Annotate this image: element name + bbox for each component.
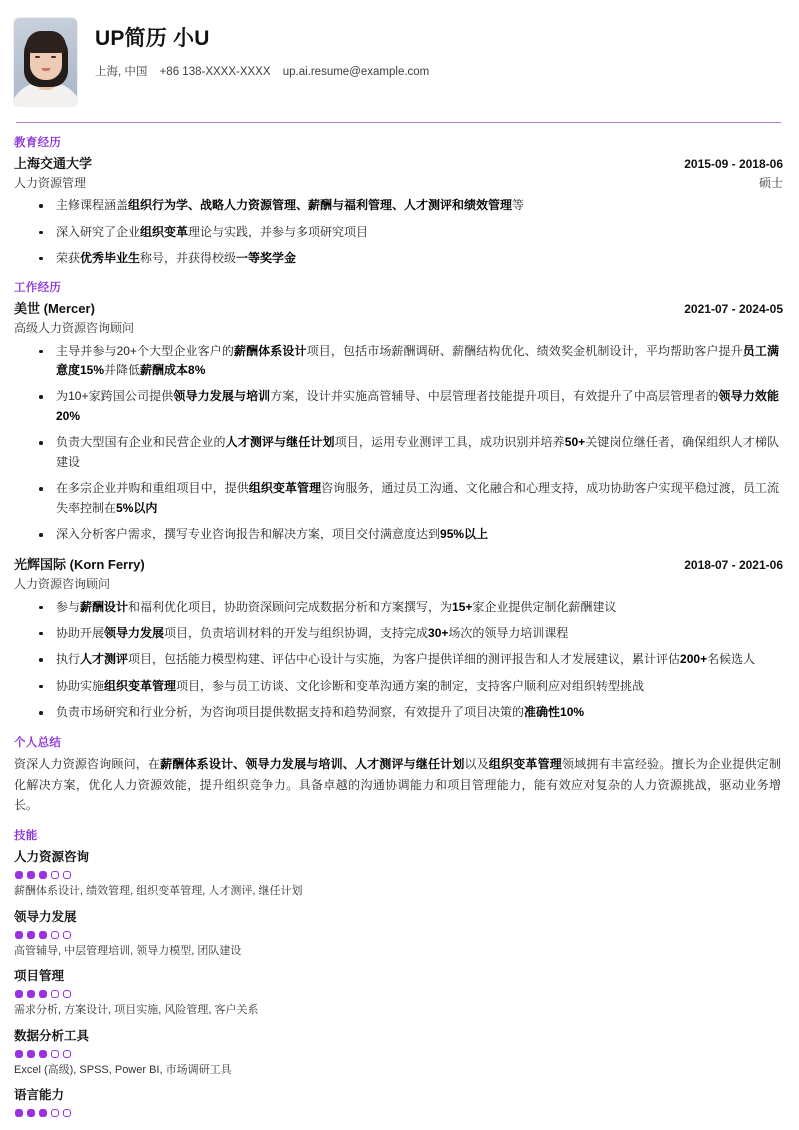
portrait-photo bbox=[14, 18, 77, 106]
skill-name: 人力资源咨询 bbox=[14, 850, 90, 865]
skill-level-dot bbox=[27, 990, 35, 998]
skill-level-dot bbox=[51, 990, 59, 998]
skill-level-dot bbox=[63, 1109, 71, 1117]
header-divider bbox=[16, 122, 781, 123]
entry-bullet: 协助实施组织变革管理项目，参与员工访谈、文化诊断和变革沟通方案的制定，支持客户顺利应对组织转型挑战 bbox=[14, 677, 783, 696]
skill-keywords: 薪酬体系设计, 绩效管理, 组织变革管理, 人才测评, 继任计划 bbox=[14, 885, 303, 898]
section-skills bbox=[14, 827, 783, 1117]
entry-meta: 硕士 bbox=[758, 175, 783, 190]
contact-line bbox=[95, 63, 429, 79]
summary-text: 资深人力资源咨询顾问，在薪酬体系设计、领导力发展与培训、人才测评与继任计划以及组织变革管理领域拥有丰富经验。擅长为企业提供定制化解决方案，优化人力资源效能，提升组织竞争力。具备卓越的沟通协调能力和项目管理能力，能有效应对复杂的人力资源挑战，驱动业务增长。 bbox=[14, 756, 781, 813]
skill-level-dot bbox=[15, 1050, 23, 1058]
skill-level-dot bbox=[39, 931, 47, 939]
section-title-work: 工作经历 bbox=[14, 282, 62, 295]
contact-location: 上海, 中国 bbox=[95, 66, 148, 79]
entry-primary-row bbox=[14, 154, 783, 174]
skill-keywords: 高管辅导, 中层管理培训, 领导力模型, 团队建设 bbox=[14, 944, 242, 957]
entry-bullet-list bbox=[14, 342, 783, 545]
entry-organization: 光辉国际 (Korn Ferry) bbox=[14, 557, 145, 573]
entry-role: 人力资源咨询顾问 bbox=[14, 576, 111, 591]
photo-eye-left bbox=[35, 56, 40, 58]
skill-level-dot bbox=[27, 1050, 35, 1058]
skill-level-dots bbox=[15, 1050, 783, 1058]
skill-item bbox=[14, 1026, 783, 1079]
entry-secondary-row bbox=[14, 174, 783, 193]
photo-eye-right bbox=[51, 56, 56, 58]
entry-bullet: 深入研究了企业组织变革理论与实践，并参与多项研究项目 bbox=[14, 223, 783, 242]
skill-level-dot bbox=[63, 871, 71, 879]
entry-bullet: 执行人才测评项目，包括能力模型构建、评估中心设计与实施，为客户提供详细的测评报告和人才发展建议，累计评估200+名候选人 bbox=[14, 650, 783, 669]
entry-bullet: 负责大型国有企业和民营企业的人才测评与继任计划项目，运用专业测评工具，成功识别并培养50+关键岗位继任者，确保组织人才梯队建设 bbox=[14, 433, 783, 472]
entry-secondary-row bbox=[14, 319, 783, 338]
skill-level-dot bbox=[15, 931, 23, 939]
skill-level-dot bbox=[27, 871, 35, 879]
entry-bullet: 主修课程涵盖组织行为学、战略人力资源管理、薪酬与福利管理、人才测评和绩效管理等 bbox=[14, 196, 783, 215]
contact-phone: +86 138-XXXX-XXXX bbox=[159, 66, 271, 79]
skill-level-dot bbox=[39, 1050, 47, 1058]
skill-level-dots bbox=[15, 990, 783, 998]
experience-entry bbox=[14, 555, 783, 722]
entry-secondary-row bbox=[14, 575, 783, 594]
skill-name: 语言能力 bbox=[14, 1088, 65, 1103]
skill-name: 数据分析工具 bbox=[14, 1028, 90, 1043]
entry-date-range: 2018-07 - 2021-06 bbox=[684, 558, 783, 573]
entry-bullet: 为10+家跨国公司提供领导力发展与培训方案，设计并实施高管辅导、中层管理者技能提升项目，有效提升了中高层管理者的领导力效能20% bbox=[14, 387, 783, 426]
section-title-summary: 个人总结 bbox=[14, 736, 62, 749]
skill-level-dot bbox=[51, 1050, 59, 1058]
skill-keywords: 需求分析, 方案设计, 项目实施, 风险管理, 客户关系 bbox=[14, 1004, 259, 1017]
skill-level-dot bbox=[27, 1109, 35, 1117]
skill-level-dot bbox=[63, 931, 71, 939]
skill-level-dot bbox=[51, 1109, 59, 1117]
skill-item bbox=[14, 847, 783, 900]
entry-bullet: 荣获优秀毕业生称号，并获得校级一等奖学金 bbox=[14, 249, 783, 268]
entry-bullet: 协助开展领导力发展项目，负责培训材料的开发与组织协调，支持完成30+场次的领导力培训课程 bbox=[14, 624, 783, 643]
skill-name: 领导力发展 bbox=[14, 909, 77, 924]
skill-level-dot bbox=[39, 990, 47, 998]
skill-level-dot bbox=[39, 1109, 47, 1117]
entry-role: 人力资源管理 bbox=[14, 175, 87, 190]
skill-level-dots bbox=[15, 1109, 783, 1117]
entry-date-range: 2015-09 - 2018-06 bbox=[684, 157, 783, 171]
section-title-education: 教育经历 bbox=[14, 137, 62, 149]
entry-date-range: 2021-07 - 2024-05 bbox=[684, 302, 783, 317]
contact-email: up.ai.resume@example.com bbox=[282, 66, 430, 79]
entry-bullet: 参与薪酬设计和福利优化项目，协助资深顾问完成数据分析和方案撰写，为15+家企业提供定制化薪酬建议 bbox=[14, 598, 783, 617]
work-entries bbox=[14, 299, 783, 722]
resume-header bbox=[14, 14, 783, 106]
entry-role: 高级人力资源咨询顾问 bbox=[14, 320, 135, 335]
section-title-skills: 技能 bbox=[14, 830, 38, 843]
skill-level-dot bbox=[63, 1050, 71, 1058]
candidate-name: UP简历 小U bbox=[95, 27, 210, 50]
entry-bullet: 负责市场研究和行业分析，为咨询项目提供数据支持和趋势洞察，有效提升了项目决策的准确性10% bbox=[14, 703, 783, 722]
experience-entry bbox=[14, 154, 783, 268]
entry-organization: 美世 (Mercer) bbox=[14, 301, 95, 317]
skill-item bbox=[14, 1085, 783, 1117]
skill-item bbox=[14, 966, 783, 1019]
entry-bullet-list bbox=[14, 598, 783, 723]
entry-bullet-list bbox=[14, 196, 783, 268]
header-text-block bbox=[95, 18, 429, 79]
entry-bullet: 主导并参与20+个大型企业客户的薪酬体系设计项目，包括市场薪酬调研、薪酬结构优化、绩效奖金机制设计，平均帮助客户提升员工满意度15%并降低薪酬成本8% bbox=[14, 342, 783, 381]
section-work bbox=[14, 279, 783, 722]
skill-level-dot bbox=[51, 871, 59, 879]
photo-hair-top bbox=[26, 31, 66, 53]
skill-level-dot bbox=[51, 931, 59, 939]
education-entries bbox=[14, 154, 783, 268]
skills-list bbox=[14, 847, 783, 1117]
entry-organization: 上海交通大学 bbox=[14, 156, 93, 171]
skill-name: 项目管理 bbox=[14, 969, 65, 984]
section-summary bbox=[14, 734, 783, 817]
entry-bullet: 深入分析客户需求，撰写专业咨询报告和解决方案，项目交付满意度达到95%以上 bbox=[14, 525, 783, 544]
skill-level-dot bbox=[15, 990, 23, 998]
section-education bbox=[14, 134, 783, 268]
entry-primary-row bbox=[14, 555, 783, 575]
skill-level-dot bbox=[63, 990, 71, 998]
entry-primary-row bbox=[14, 299, 783, 319]
skill-level-dot bbox=[39, 871, 47, 879]
skill-level-dot bbox=[15, 1109, 23, 1117]
skill-level-dot bbox=[27, 931, 35, 939]
entry-bullet: 在多宗企业并购和重组项目中，提供组织变革管理咨询服务，通过员工沟通、文化融合和心理支持，成功协助客户实现平稳过渡，员工流失率控制在5%以内 bbox=[14, 479, 783, 518]
skill-level-dot bbox=[15, 871, 23, 879]
experience-entry bbox=[14, 299, 783, 544]
skill-item bbox=[14, 907, 783, 960]
skill-keywords: Excel (高级), SPSS, Power BI, 市场调研工具 bbox=[14, 1063, 232, 1076]
skill-level-dots bbox=[15, 931, 783, 939]
skill-level-dots bbox=[15, 871, 783, 879]
